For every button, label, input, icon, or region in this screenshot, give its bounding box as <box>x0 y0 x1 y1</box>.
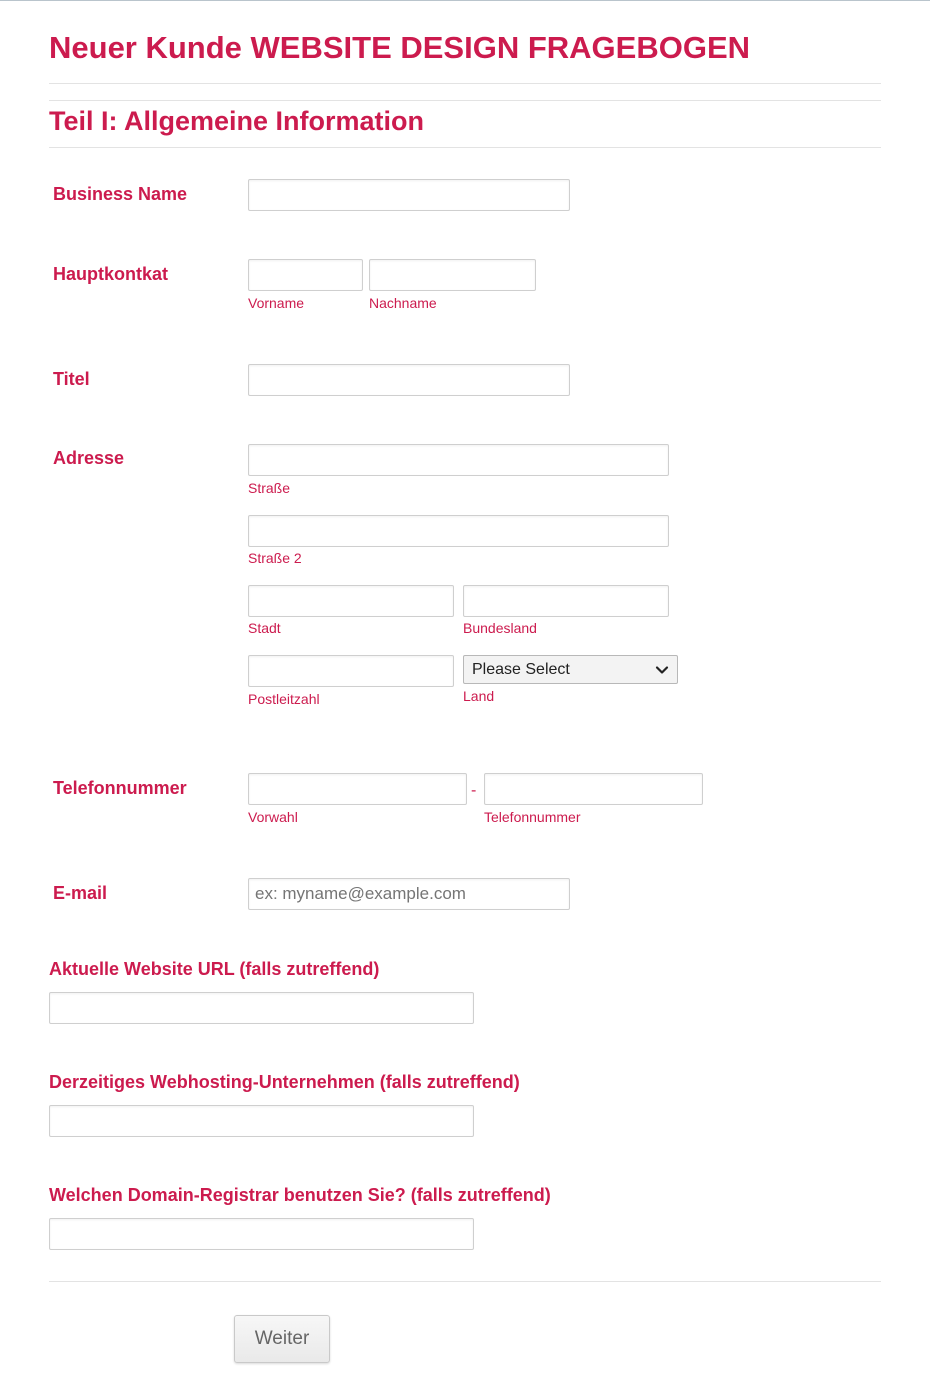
current-website-label: Aktuelle Website URL (falls zutreffend) <box>49 959 380 979</box>
area-code-input[interactable] <box>248 773 467 805</box>
first-name-input[interactable] <box>248 259 363 291</box>
address-label: Adresse <box>53 448 125 468</box>
last-name-input[interactable] <box>369 259 536 291</box>
zip-input[interactable] <box>248 655 454 687</box>
email-label: E-mail <box>53 883 108 903</box>
state-input[interactable] <box>463 585 669 617</box>
area-code-sublabel: Vorwahl <box>248 809 298 825</box>
country-sublabel: Land <box>463 688 495 704</box>
registrar-input[interactable] <box>49 1218 474 1250</box>
main-contact-label: Hauptkontkat <box>53 264 169 284</box>
phone-label: Telefonnummer <box>53 778 187 798</box>
divider <box>49 83 881 84</box>
divider <box>49 147 881 148</box>
title-input[interactable] <box>248 364 570 396</box>
country-select-value: Please Select <box>472 660 570 678</box>
hosting-input[interactable] <box>49 1105 474 1137</box>
phone-separator: - <box>471 782 477 799</box>
first-name-sublabel: Vorname <box>248 295 305 311</box>
last-name-sublabel: Nachname <box>369 295 437 311</box>
street2-sublabel: Straße 2 <box>248 550 302 566</box>
state-sublabel: Bundesland <box>463 620 537 636</box>
form-title: Neuer Kunde WEBSITE DESIGN FRAGEBOGEN <box>49 30 751 65</box>
street2-input[interactable] <box>248 515 669 547</box>
current-website-input[interactable] <box>49 992 474 1024</box>
city-input[interactable] <box>248 585 454 617</box>
phone-number-input[interactable] <box>484 773 703 805</box>
street-input[interactable] <box>248 444 669 476</box>
next-button[interactable]: Weiter <box>234 1315 330 1363</box>
chevron-down-icon <box>655 663 669 677</box>
section-title: Teil I: Allgemeine Information <box>49 106 425 136</box>
top-border <box>0 0 930 1</box>
zip-sublabel: Postleitzahl <box>248 691 320 707</box>
divider <box>49 100 881 101</box>
street-sublabel: Straße <box>248 480 291 496</box>
business-name-label: Business Name <box>53 184 188 204</box>
city-sublabel: Stadt <box>248 620 281 636</box>
phone-number-sublabel: Telefonnummer <box>484 809 581 825</box>
registrar-label: Welchen Domain-Registrar benutzen Sie? (falls zutreffend) <box>49 1185 551 1205</box>
email-input[interactable] <box>248 878 570 910</box>
hosting-label: Derzeitiges Webhosting-Unternehmen (falls zutreffend) <box>49 1072 520 1092</box>
title-label: Titel <box>53 369 90 389</box>
country-select[interactable] <box>463 655 678 684</box>
business-name-input[interactable] <box>248 179 570 211</box>
divider <box>49 1281 881 1282</box>
